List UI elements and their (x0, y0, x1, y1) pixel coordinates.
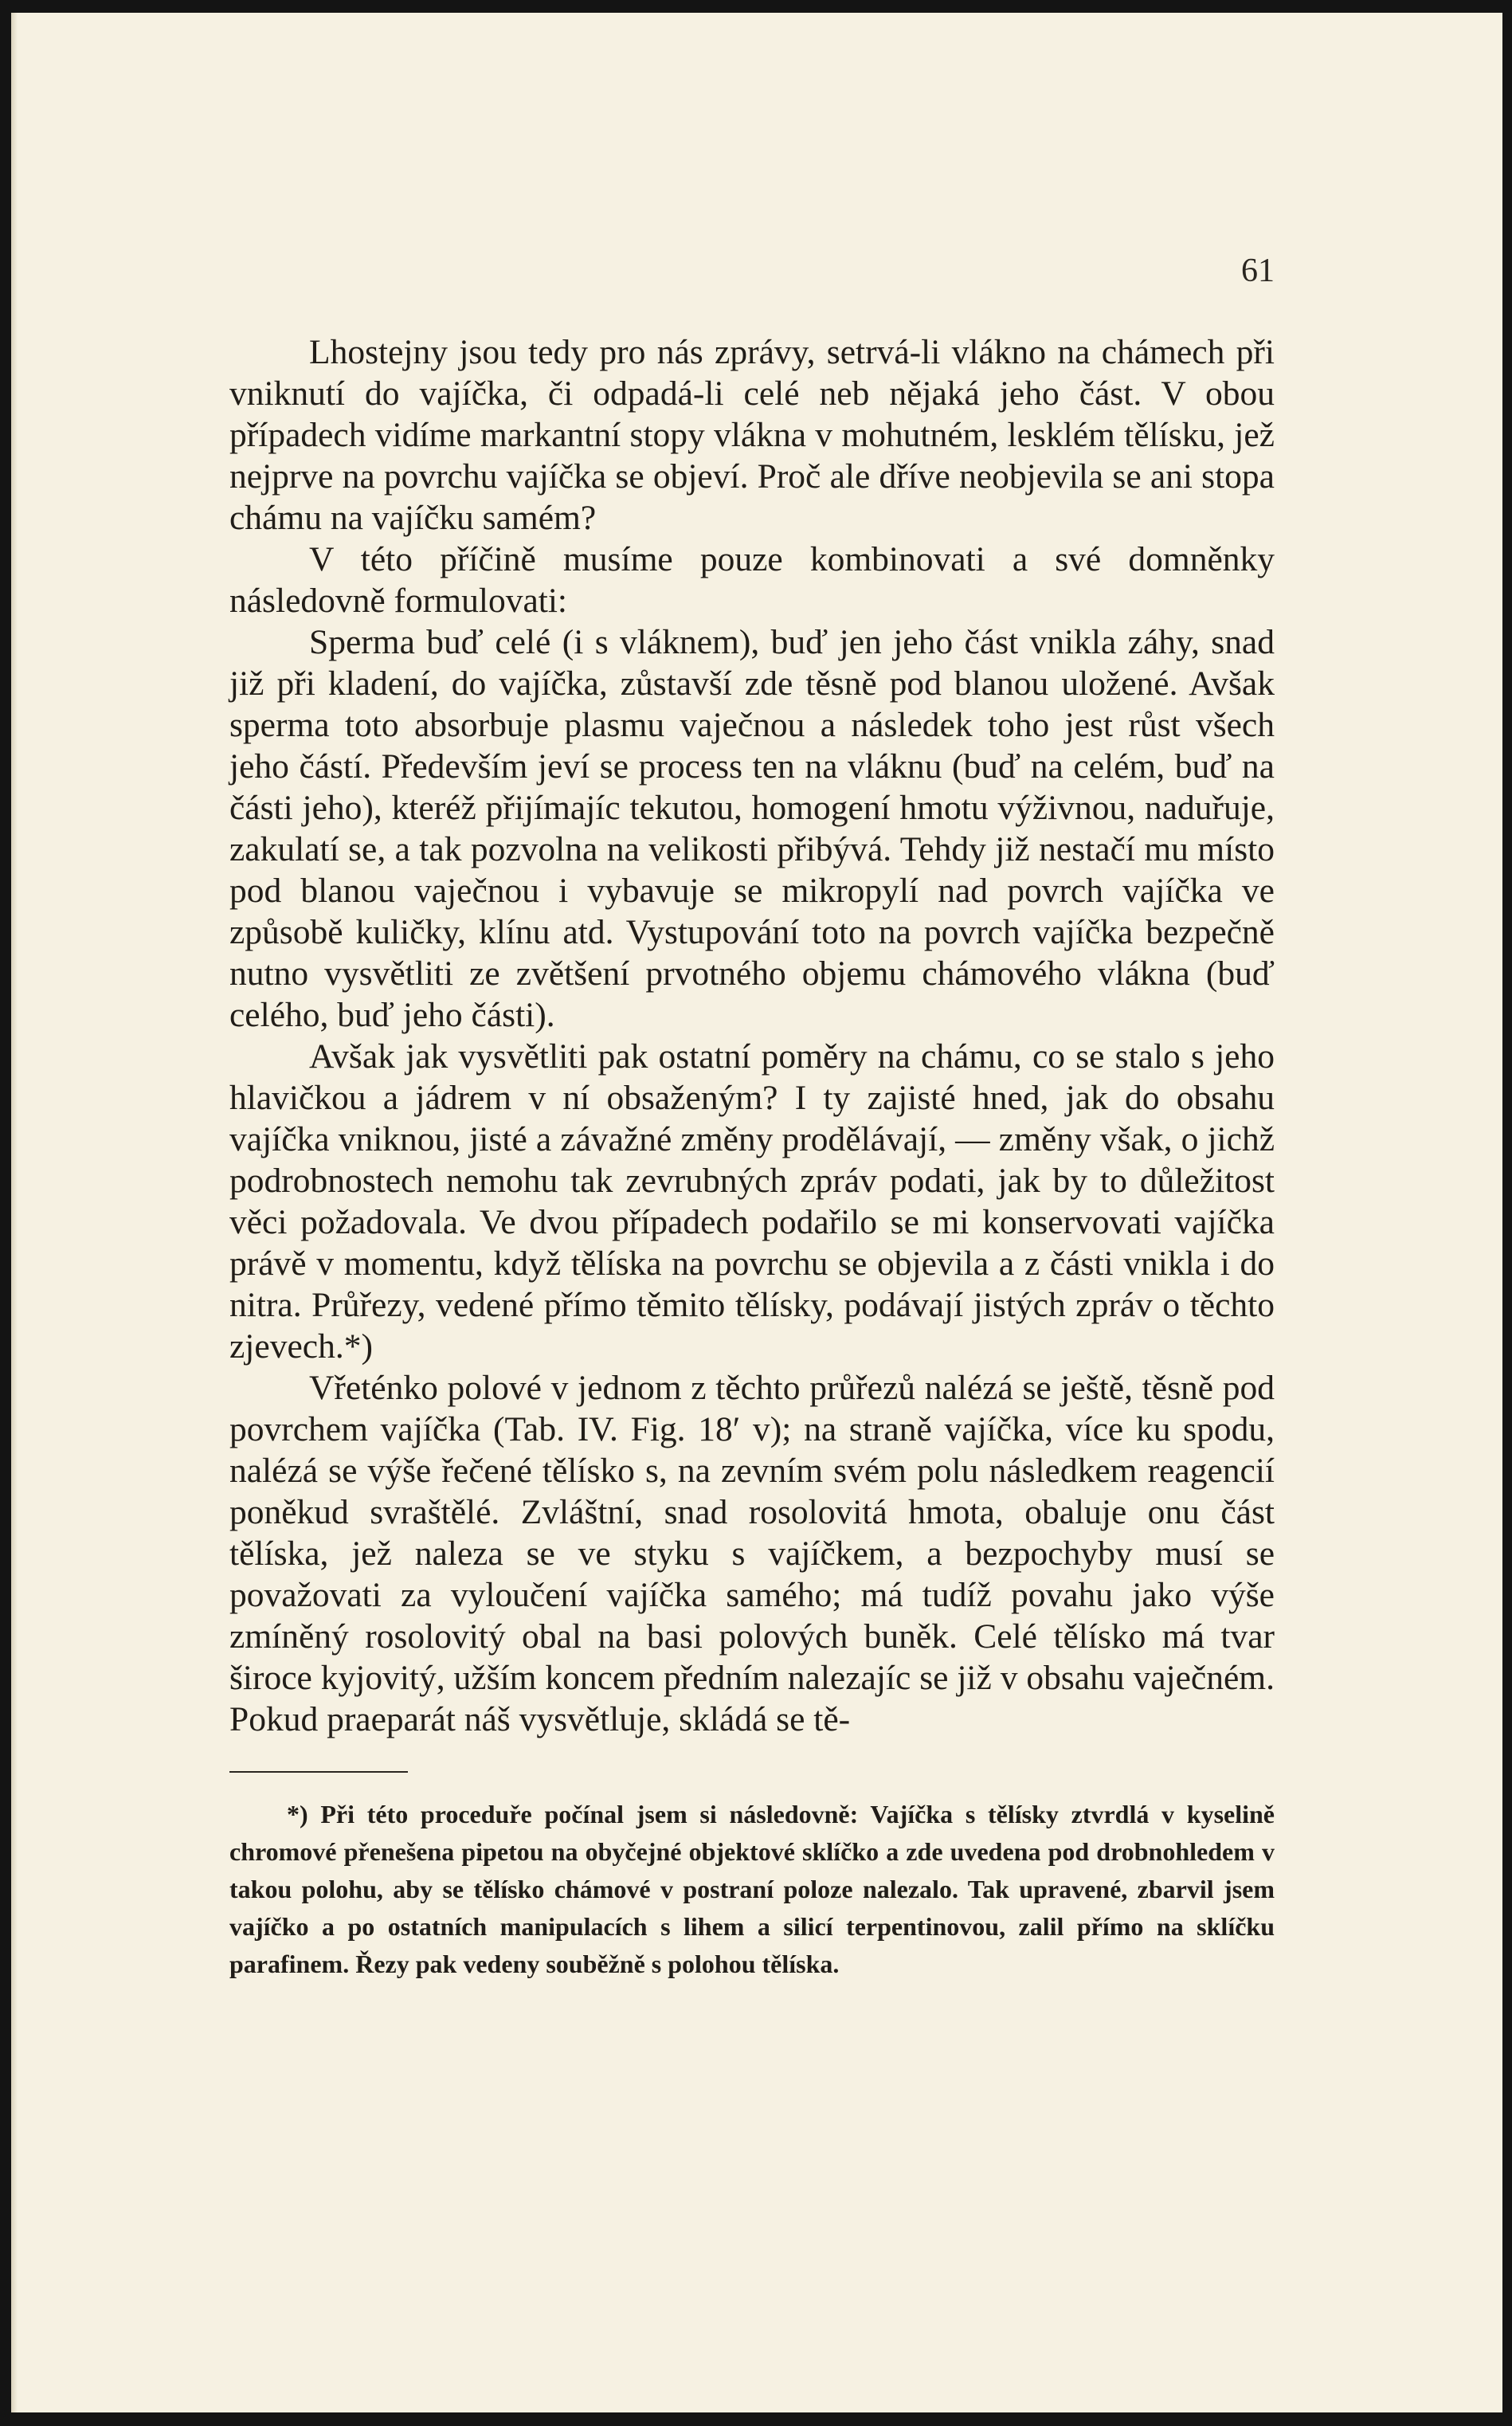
page-gutter-shadow (11, 13, 18, 2412)
paragraph-1: Lhostejny jsou tedy pro nás zprávy, setrvá-li vlákno na chámech při vniknutí do vajíčka, či odpadá-li celé neb nějaká jeho část. V obou případech vidíme markantní stopy vlákna v mohutném, lesklém tělísku, jež nejprve na povrchu vajíčka se objeví. Proč ale dříve neobjevila se ani stopa chámu na vajíčku samém? (229, 333, 1275, 537)
page-number: 61 (1241, 253, 1275, 289)
paragraph-2: V této příčině musíme pouze kombinovati a své domněnky následovně formulovati: (229, 540, 1275, 620)
paragraph-4: Avšak jak vysvětliti pak ostatní poměry na chámu, co se stalo s jeho hlavičkou a jádrem v ní obsaženým? I ty zajisté hned, jak do obsahu vajíčka vniknou, jisté a závažné změny prodělávají, — změny však, o jichž podrobnostech nemohu tak zevrubných zpráv podati, jak by to důležitost věci požadovala. Ve dvou případech podařilo se mi konservovati vajíčka právě v momentu, když tělíska na povrchu se objevila a z části vnikla i do nitra. Průřezy, vedené přímo těmito tělísky, podávají jistých zpráv o těchto zjevech.*) (229, 1037, 1275, 1366)
main-text (229, 331, 1275, 1740)
paragraph-3: Sperma buď celé (i s vláknem), buď jen jeho část vnikla záhy, snad již při kladení, do vajíčka, zůstavší zde těsně pod blanou uložené. Avšak sperma toto absorbuje plasmu vaječnou a následek toho jest růst všech jeho částí. Především jeví se process ten na vláknu (buď na celém, buď na části jeho), kteréž přijímajíc tekutou, homogení hmotu výživnou, naduřuje, zakulatí se, a tak pozvolna na velikosti přibývá. Tehdy již nestačí mu místo pod blanou vaječnou i vybavuje se mikropylí nad povrch vajíčka ve způsobě kuličky, klínu atd. Vystupování toto na povrch vajíčka bezpečně nutno vysvětliti ze zvětšení prvotného objemu chámového vlákna (buď celého, buď jeho části). (229, 623, 1275, 1034)
paragraph-5: Vřeténko polové v jednom z těchto průřezů nalézá se ještě, těsně pod povrchem vajíčka (Tab. IV. Fig. 18′ v); na straně vajíčka, více ku spodu, nalézá se výše řečené tělísko s, na zevním svém polu následkem reagencií poněkud svraštělé. Zvláštní, snad rosolovitá hmota, obaluje onu část tělíska, jež naleza se ve styku s vajíčkem, a bezpochyby musí se považovati za vyloučení vajíčka samého; má tudíž povahu jako výše zmíněný rosolovitý obal na basi polových buněk. Celé tělísko má tvar široce kyjovitý, užším koncem předním nalezajíc se již v obsahu vaječném. Pokud praeparát náš vysvětluje, skládá se tě- (229, 1369, 1275, 1738)
footnote-divider (229, 1771, 408, 1773)
book-page (11, 13, 1502, 2412)
footnote: *) Při této proceduře počínal jsem si následovně: Vajíčka s tělísky ztvrdlá v kyselině chromové přenešena pipetou na obyčejné objektové sklíčko a zde uvedena pod drobnohledem v takou polohu, aby se tělísko chámové v postraní poloze nalezalo. Tak upravené, zbarvil jsem vajíčko a po ostatních manipulacích s lihem a silicí terpentinovou, zalil přímo na sklíčku parafinem. Řezy pak vedeny souběžně s polohou tělíska. (229, 1800, 1275, 1978)
